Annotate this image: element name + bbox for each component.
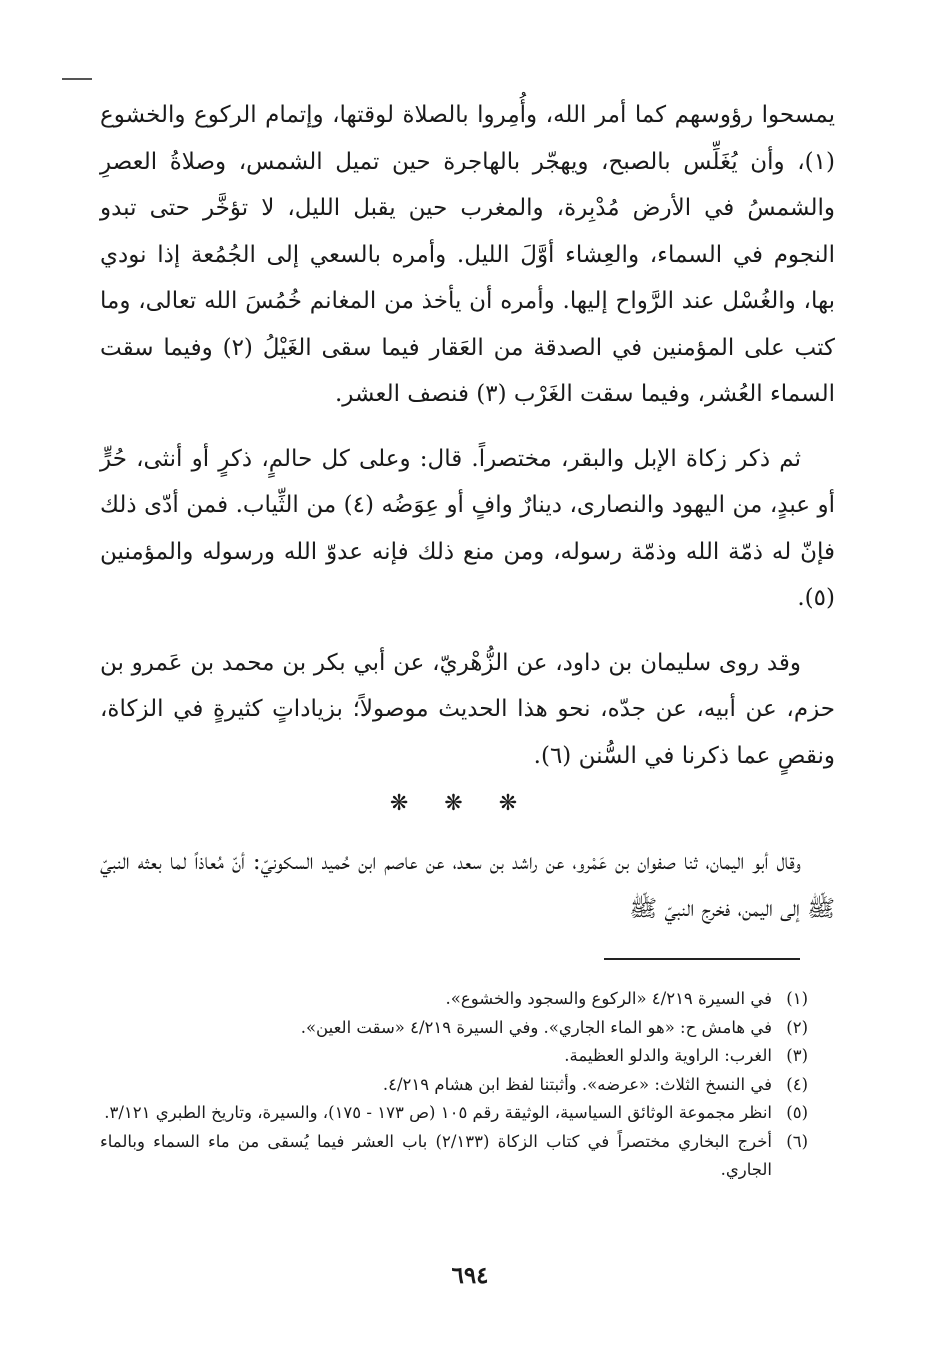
footnote-2 (100, 1014, 808, 1043)
section-separator (100, 787, 835, 821)
footnote-text: في هامش ح: «هو الماء الجاري». وفي السيرة ٤/٢١٩ «سقت العين». (300, 1017, 772, 1037)
separator-star-icon: ❋ (389, 791, 437, 816)
footnote-1 (100, 985, 808, 1014)
page-number: ٦٩٤ (451, 1262, 489, 1289)
paragraph-3 (100, 640, 835, 780)
paragraph-2-text: ثم ذكر زكاة الإبل والبقر، مختصراً. قال: وعلى كل حالمٍ، ذكرٍ أو أنثى، حُرٍّ أو عبدٍ، من اليهود والنصارى، دينارٌ وافٍ أو عِوَضُه (٤) من الثِّياب. فمن أدّى ذلك فإنّ له ذمّة الله وذمّة رسوله، ومن منع ذلك فإنه عدوّ الله ورسوله والمؤمنين (٥). (100, 445, 835, 611)
footnote-number: (٢) (786, 1017, 808, 1037)
footnote-divider (604, 958, 800, 960)
footnote-5 (100, 1099, 808, 1128)
footnote-text: في السيرة ٤/٢١٩ «الركوع والسجود والخشوع». (445, 989, 772, 1008)
footnote-number: (١) (786, 989, 808, 1008)
paragraph-1-text: يمسحوا رؤوسهم كما أمر الله، وأُمِروا بالصلاة لوقتها، وإتمام الركوع والخشوع (١)، وأن يُغَلِّس بالصبح، ويهجّر بالهاجرة حين تميل الشمس، وصلاةُ العصرِ والشمسُ في الأرض مُدْبِرة، والمغرب حين يقبل الليل، لا تؤخَّر حتى تبدو النجوم في السماء، والعِشاء أوَّلَ الليل. وأمره بالسعي إلى الجُمُعة إذا نودي بها، والغُسْل عند الرَّواح إليها. وأمره أن يأخذ من المغانم خُمُسَ الله تعالى، وما كتب على المؤمنين في الصدقة من العَقار فيما سقى الغَيْلُ (٢) وفيما سقت السماء العُشر، وفيما سقت الغَرْب (٣) فنصف العشر. (100, 102, 836, 407)
footnote-number: (٣) (786, 1046, 808, 1065)
footnote-number: (٤) (786, 1074, 808, 1094)
paragraph-4 (100, 839, 835, 932)
paragraph-3-text: وقد روى سليمان بن داود، عن الزُّهْريّ، عن أبي بكر بن محمد بن عَمرو بن حزم، عن أبيه، عن جدّه، نحو هذا الحديث موصولاً؛ بزياداتٍ كثيرةٍ في الزكاة، ونقصٍ عما ذكرنا في السُّنن (٦). (100, 649, 835, 769)
margin-mark (62, 78, 92, 80)
footnote-3 (100, 1042, 808, 1071)
footnote-text: الغرب: الراوية والدلو العظيمة. (564, 1046, 772, 1065)
footnote-number: (٦) (786, 1131, 808, 1151)
paragraph-2 (100, 436, 835, 622)
footnote-text: انظر مجموعة الوثائق السياسية، الوثيقة رقم ١٠٥ (ص ١٧٣ - ١٧٥)، والسيرة، وتاريخ الطبري ٣/١٢١. (104, 1103, 772, 1122)
separator-star-icon: ❋ (498, 791, 546, 816)
paragraph-1 (100, 92, 835, 418)
paragraph-4-text: وقال أبو اليمان، ثنا صفوان بن عَمْرو، عن راشد بن سعد، عن عاصم ابن حُميد السكونيّ: أنّ مُعاذاً لما بعثه النبيّ ﷺ إلى اليمن، فخرج النبيّ ﷺ (100, 849, 835, 922)
footnote-text: في النسخ الثلاث: «عرضه». وأثبتنا لفظ ابن هشام ٤/٢١٩. (382, 1074, 772, 1094)
footnote-4 (100, 1071, 808, 1100)
footnote-6 (100, 1128, 808, 1185)
footnote-number: (٥) (786, 1103, 808, 1122)
page-body (100, 92, 835, 932)
footnotes (100, 985, 808, 1185)
footnote-text: أخرج البخاري مختصراً في كتاب الزكاة (٢/١٣٣) باب العشر فيما يُسقى من ماء السماء وبالماء الجاري. (100, 1131, 772, 1179)
separator-star-icon: ❋ (444, 791, 491, 816)
